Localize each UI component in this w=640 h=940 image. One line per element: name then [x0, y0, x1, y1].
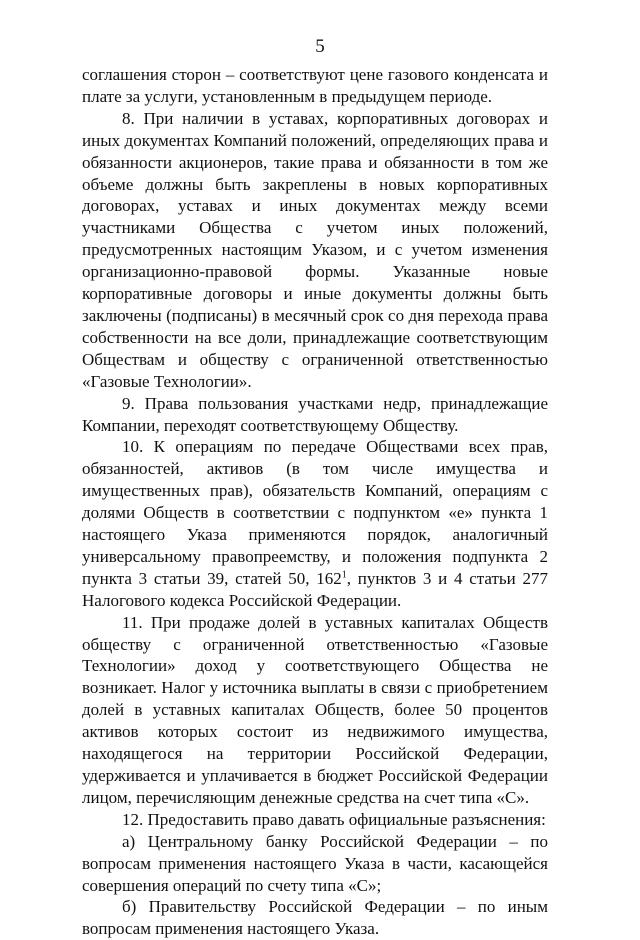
paragraph-item-10	[82, 436, 548, 611]
paragraph-item-12: 12. Предоставить право давать официальные разъяснения:	[122, 809, 546, 829]
paragraph-item-10-text-before: 10. К операциям по передаче Обществами всех прав, обязанностей, активов (в том числе имущества и имущественных прав), обязательств Компаний, операциям с долями Обществ в соответствии с подпунктом «е» пункта 1 настоящего Указа применяются порядок, аналогичный универсальному правопреемству, и положения подпункта 2 пункта 3 статьи 39, статей 50, 162	[82, 437, 548, 588]
paragraph-item-12-a: а) Центральному банку Российской Федерации – по вопросам применения настоящего Указа в части, касающейся совершения операций по счету типа «С»;	[82, 831, 548, 895]
page-number: 5	[315, 36, 325, 57]
paragraph-item-12-b: б) Правительству Российской Федерации – по иным вопросам применения настоящего Указа.	[82, 897, 548, 939]
superscript-index: 1	[341, 569, 347, 581]
paragraph-continuation: соглашения сторон – соответствуют цене газового конденсата и плате за услуги, установленным в предыдущем периоде.	[82, 65, 548, 106]
paragraph-item-8: 8. При наличии в уставах, корпоративных договорах и иных документах Компаний положений, определяющих права и обязанности акционеров, такие права и обязанности в том же объеме должны быть закреплены в новых корпоративных договорах, уставах и иных документах между всеми участниками Общества с учетом иных положений, предусмотренных настоящим Указом, и с учетом изменения организационно-правовой формы. Указанные новые корпоративные договоры и иные документы должны быть заключены (подписаны) в месячный срок со дня перехода права собственности на все доли, принадлежащие соответствующим Обществам и обществу с ограниченной ответственностью «Газовые Технологии».	[82, 108, 548, 391]
paragraph-item-9: 9. Права пользования участками недр, принадлежащие Компании, переходят соответствующему Обществу.	[82, 393, 548, 435]
document-body	[82, 64, 548, 940]
paragraph-item-11: 11. При продаже долей в уставных капиталах Обществ обществу с ограниченной ответственностью «Газовые Технологии» доход у соответствующего Общества не возникает. Налог у источника выплаты в связи с приобретением долей в уставных капиталах Обществ, более 50 процентов активов которых состоит из недвижимого имущества, находящегося на территории Российской Федерации, удерживается и уплачивается в бюджет Российской Федерации лицом, перечисляющим денежные средства на счет типа «С».	[82, 612, 548, 807]
paragraph-item-10-text-after: , пунктов 3 и 4 статьи 277 Налогового кодекса Российской Федерации.	[82, 568, 548, 610]
